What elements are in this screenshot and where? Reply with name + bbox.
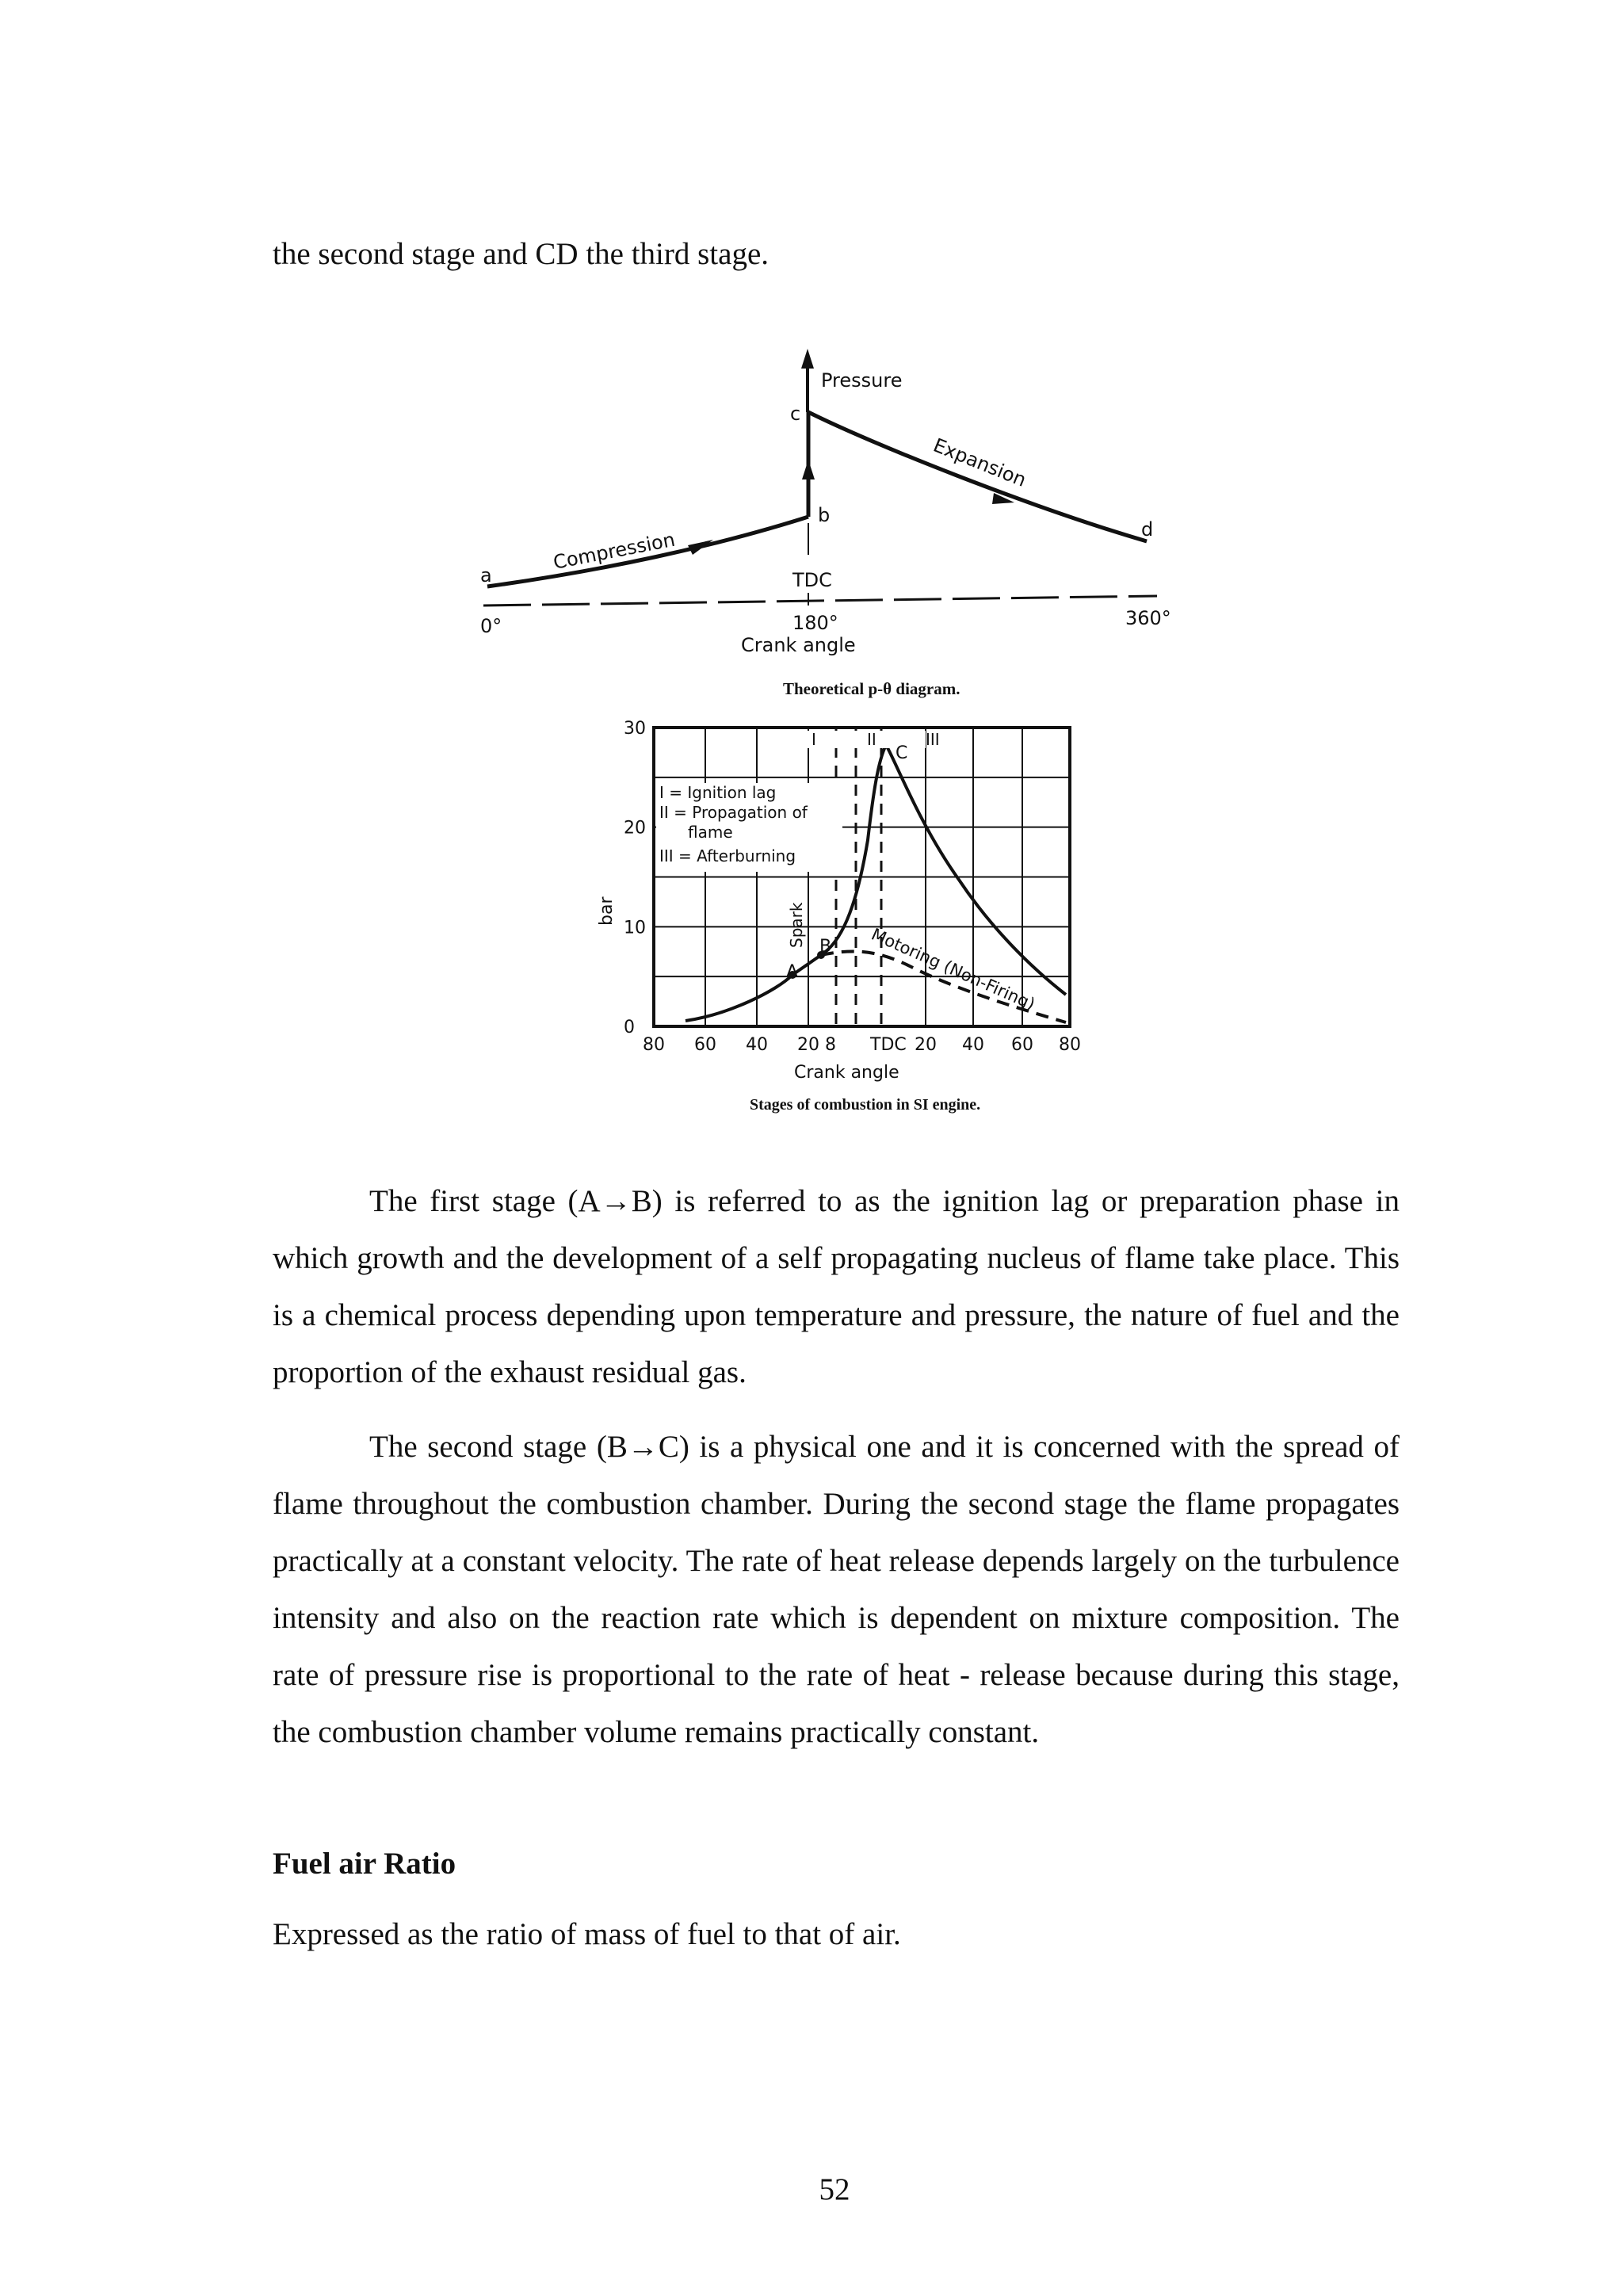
x-tick-label: TDC: [870, 1035, 907, 1055]
x-tick-label: 80: [643, 1035, 665, 1055]
y-axis-label: bar: [597, 896, 617, 926]
section-heading: Fuel air Ratio: [273, 1847, 456, 1881]
x-tick-label: 20: [797, 1035, 819, 1055]
x-tick-label: 20: [915, 1035, 937, 1055]
x-tick-label: 80: [1059, 1035, 1081, 1055]
point-d-label: d: [1141, 518, 1154, 541]
legend-item-3: flame: [688, 823, 733, 842]
x-tick-label: 8: [825, 1035, 836, 1055]
compression-label: Compression: [551, 528, 678, 574]
pressure-label: Pressure: [821, 369, 903, 392]
final-text: Expressed as the ratio of mass of fuel to that of air.: [273, 1917, 901, 1951]
figure-theoretical-p-theta: [480, 349, 1171, 698]
y-tick-label: 30: [624, 719, 646, 739]
crank-angle-label: Crank angle: [741, 634, 856, 656]
combustion-arrow-icon: [802, 460, 815, 479]
paragraph-first-stage: [273, 1173, 1400, 1401]
y-tick-label: 20: [624, 818, 646, 839]
paragraph-second-stage: [273, 1419, 1400, 1761]
stage-label-ii: II: [867, 730, 876, 749]
tick-360-label: 360°: [1125, 607, 1171, 629]
expansion-curve: [808, 412, 1147, 541]
y-tick-label: 0: [624, 1018, 635, 1037]
x-tick-label: 60: [694, 1035, 716, 1055]
intro-text: the second stage and CD the third stage.: [273, 237, 769, 271]
figure1-caption: Theoretical p-θ diagram.: [783, 679, 960, 698]
paragraph-first-stage-text: The first stage (A→B) is referred to as the ignition lag or preparation phase in which growth and the development of a self propagating nucleus of flame take place. This is a chemical process depending upon temperature and pressure, the nature of fuel and the proportion of the exhaust residual gas.: [273, 1184, 1400, 1389]
tick-0-label: 0°: [480, 615, 502, 637]
spark-label: Spark: [787, 902, 806, 948]
legend-item-2: II = Propagation of: [659, 803, 808, 822]
paragraph-second-stage-text: The second stage (B→C) is a physical one and it is concerned with the spread of flame throughout the combustion chamber. During the second stage the flame propagates practically at a constant velocity. The rate of heat release depends largely on the turbulence intensity and also on the reaction rate which is dependent on mixture composition. The rate of pressure rise is proportional to the rate of heat - release because during this stage, the combustion chamber volume remains practically constant.: [273, 1430, 1400, 1749]
point-b-marker-label: B: [819, 937, 832, 957]
x-tick-label: 40: [746, 1035, 768, 1055]
stage-label-iii: III: [926, 730, 940, 749]
expansion-label: Expansion: [930, 434, 1029, 491]
stage-label-i: I: [812, 730, 816, 749]
figure2-caption: Stages of combustion in SI engine.: [750, 1096, 981, 1114]
x-tick-label: 60: [1011, 1035, 1033, 1055]
x-axis-label: Crank angle: [794, 1063, 899, 1083]
tick-180-label: 180°: [792, 612, 838, 634]
motoring-label: Motoring (Non-Firing): [868, 924, 1038, 1014]
compression-arrow-icon: [688, 540, 713, 555]
legend-item-1: I = Ignition lag: [659, 783, 777, 802]
pressure-arrow-icon: [801, 349, 814, 369]
point-b-label: b: [818, 504, 831, 526]
page-number: 52: [819, 2172, 850, 2206]
point-a-marker-label: A: [786, 962, 799, 982]
point-c-label: c: [790, 403, 801, 425]
point-a-label: a: [480, 564, 492, 586]
chart-stages-of-combustion: [597, 719, 1081, 1114]
tdc-label: TDC: [792, 569, 832, 591]
y-tick-label: 10: [624, 918, 646, 938]
crank-angle-axis: [483, 596, 1157, 606]
point-c-marker-label: C: [896, 743, 908, 763]
x-tick-label: 40: [962, 1035, 984, 1055]
legend-item-4: III = Afterburning: [659, 846, 796, 865]
